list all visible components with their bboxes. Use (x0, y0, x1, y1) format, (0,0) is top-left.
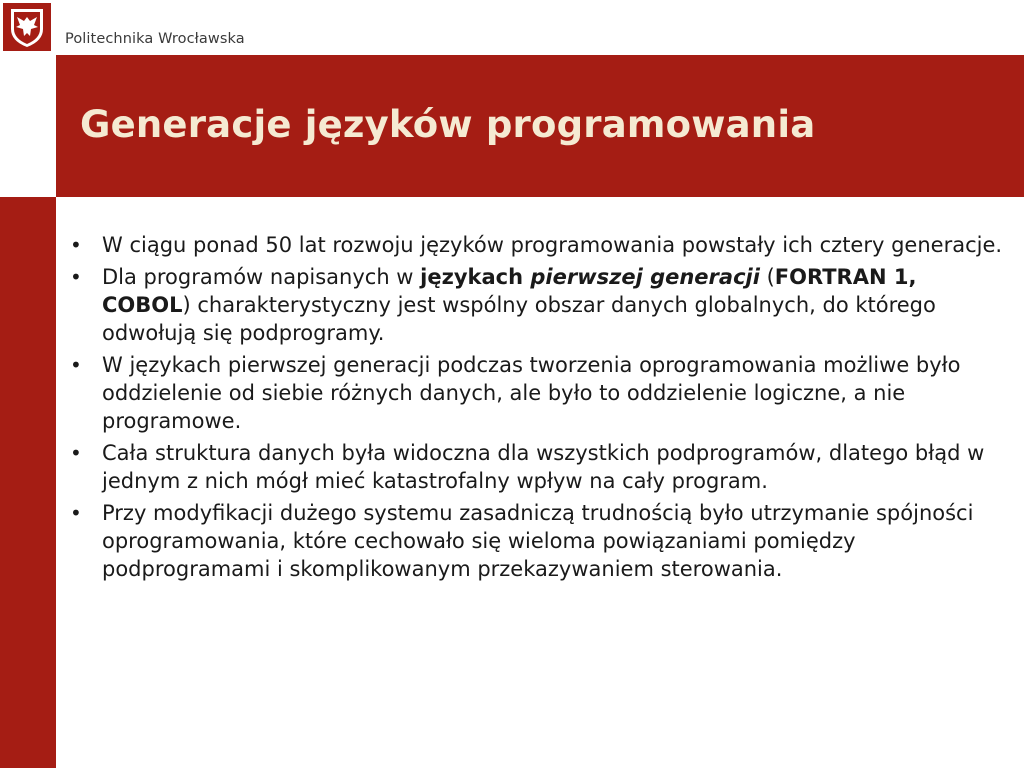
bullet-list (70, 231, 1010, 583)
bullet-bold-text: językach (420, 265, 531, 289)
university-logo (3, 3, 51, 51)
bullet-item (70, 351, 1010, 435)
slide-content (70, 231, 1010, 587)
bullet-item (70, 499, 1010, 583)
bullet-item (70, 439, 1010, 495)
bullet-icon: • (70, 233, 82, 257)
bullet-bold-text: FORTRAN 1, COBOL (102, 265, 917, 317)
bullet-text: W językach pierwszej generacji podczas tworzenia oprogramowania możliwe było oddzielenie od siebie różnych danych, ale było to oddzielenie logiczne, a nie programowe. (102, 353, 961, 433)
title-band (56, 55, 1024, 197)
left-accent-bar (0, 197, 56, 768)
slide-title: Generacje języków programowania (80, 103, 816, 146)
university-name: Politechnika Wrocławska (65, 31, 245, 47)
bullet-text-part: ) charakterystyczny jest wspólny obszar danych globalnych, do którego odwołują się podprogramy. (102, 293, 936, 345)
bullet-icon: • (70, 441, 82, 465)
bullet-text: Przy modyfikacji dużego systemu zasadniczą trudnością było utrzymanie spójności oprogramowania, które cechowało się wieloma powiązaniami pomiędzy podprogramami i skomplikowanym przekazywaniem sterowania. (102, 501, 974, 581)
bullet-bold-italic-text: pierwszej generacji (530, 265, 760, 289)
bullet-text-part: Dla programów napisanych w (102, 265, 421, 289)
eagle-emblem-icon (3, 3, 51, 51)
bullet-icon: • (70, 501, 82, 525)
bullet-item (70, 231, 1010, 259)
bullet-item (70, 263, 1010, 347)
bullet-text: W ciągu ponad 50 lat rozwoju języków programowania powstały ich cztery generacje. (102, 233, 1003, 257)
bullet-icon: • (70, 265, 82, 289)
bullet-text: Cała struktura danych była widoczna dla wszystkich podprogramów, dlatego błąd w jednym z nich mógł mieć katastrofalny wpływ na cały program. (102, 441, 985, 493)
bullet-text-part: ( (759, 265, 775, 289)
bullet-icon: • (70, 353, 82, 377)
